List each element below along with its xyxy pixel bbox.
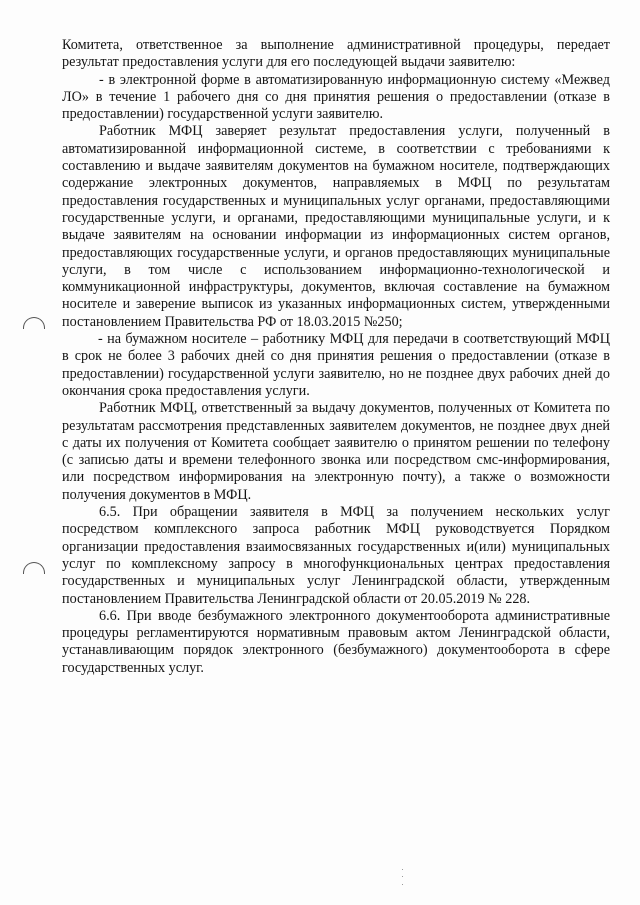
paragraph-committee-transfer: Комитета, ответственное за выполнение административной процедуры, передает результат предоставления услуги для его последующей выдачи заявителю: <box>62 37 610 71</box>
scan-speck <box>402 876 403 877</box>
document-body <box>62 37 610 677</box>
paragraph-section-6-6: 6.6. При вводе безбумажного электронного документооборота административные процедуры регламентируются нормативным правовым актом Ленинградской области, устанавливающим порядок электронного (безбумажного) документооборота в сфере государственных услуг. <box>62 607 610 676</box>
scan-speck <box>402 869 403 870</box>
paragraph-mfc-certifies: Работник МФЦ заверяет результат предоставления услуги, полученный в автоматизированной информационной системе, в соответствии с требованиями к составлению и выдаче заявителям документов на бумажном носителе, подтверждающих содержание электронных документов, направляемых в МФЦ по результатам предоставления государственных и муниципальных услуг органами, предоставляющими государственные услуги, и органами, предоставляющими муниципальные услуги, и к выдаче заявителям на основании информации из информационных систем органов, предоставляющих государственные услуги, и органов предоставляющих муниципальные услуги, в том числе с использованием информационно-технологической и коммуникационной инфраструктуры, документов, включая составление на бумажном носителе и заверение выписок из указанных информационных систем, утвержденными постановлением Правительства РФ от 18.03.2015 №250; <box>62 123 610 330</box>
punch-hole-mark-top <box>23 317 45 329</box>
paragraph-electronic-form: - в электронной форме в автоматизированную информационную систему «Межвед ЛО» в течение 1 рабочего дня со дня принятия решения о предоставлении (отказе в предоставлении) государственной услуги заявителю. <box>62 71 610 123</box>
scan-speck <box>402 884 403 885</box>
punch-hole-mark-bottom <box>23 562 45 574</box>
paragraph-section-6-5: 6.5. При обращении заявителя в МФЦ за получением нескольких услуг посредством комплексного запроса работник МФЦ руководствуется Порядком организации предоставления взаимосвязанных государственных и(или) муниципальных услуг по комплексному запросу в многофункциональных центрах предоставления государственных и муниципальных услуг Ленинградской области, утвержденным постановлением Правительства Ленинградской области от 20.05.2019 № 228. <box>62 504 610 607</box>
paragraph-paper-form: - на бумажном носителе – работнику МФЦ для передачи в соответствующий МФЦ в срок не более 3 рабочих дней со дня принятия решения о предоставлении (отказе в предоставлении) государственной услуги заявителю, но не позднее двух рабочих дней до окончания срока предоставления услуги. <box>62 331 610 399</box>
paragraph-mfc-notifies: Работник МФЦ, ответственный за выдачу документов, полученных от Комитета по результатам рассмотрения представленных заявителем документов, не позднее двух дней с даты их получения от Комитета сообщает заявителю о принятом решении по телефону (с записью даты и времени телефонного звонка или посредством смс-информирования, или посредством информирования на электронную почту), а также о возможности получения документов в МФЦ. <box>62 400 610 503</box>
